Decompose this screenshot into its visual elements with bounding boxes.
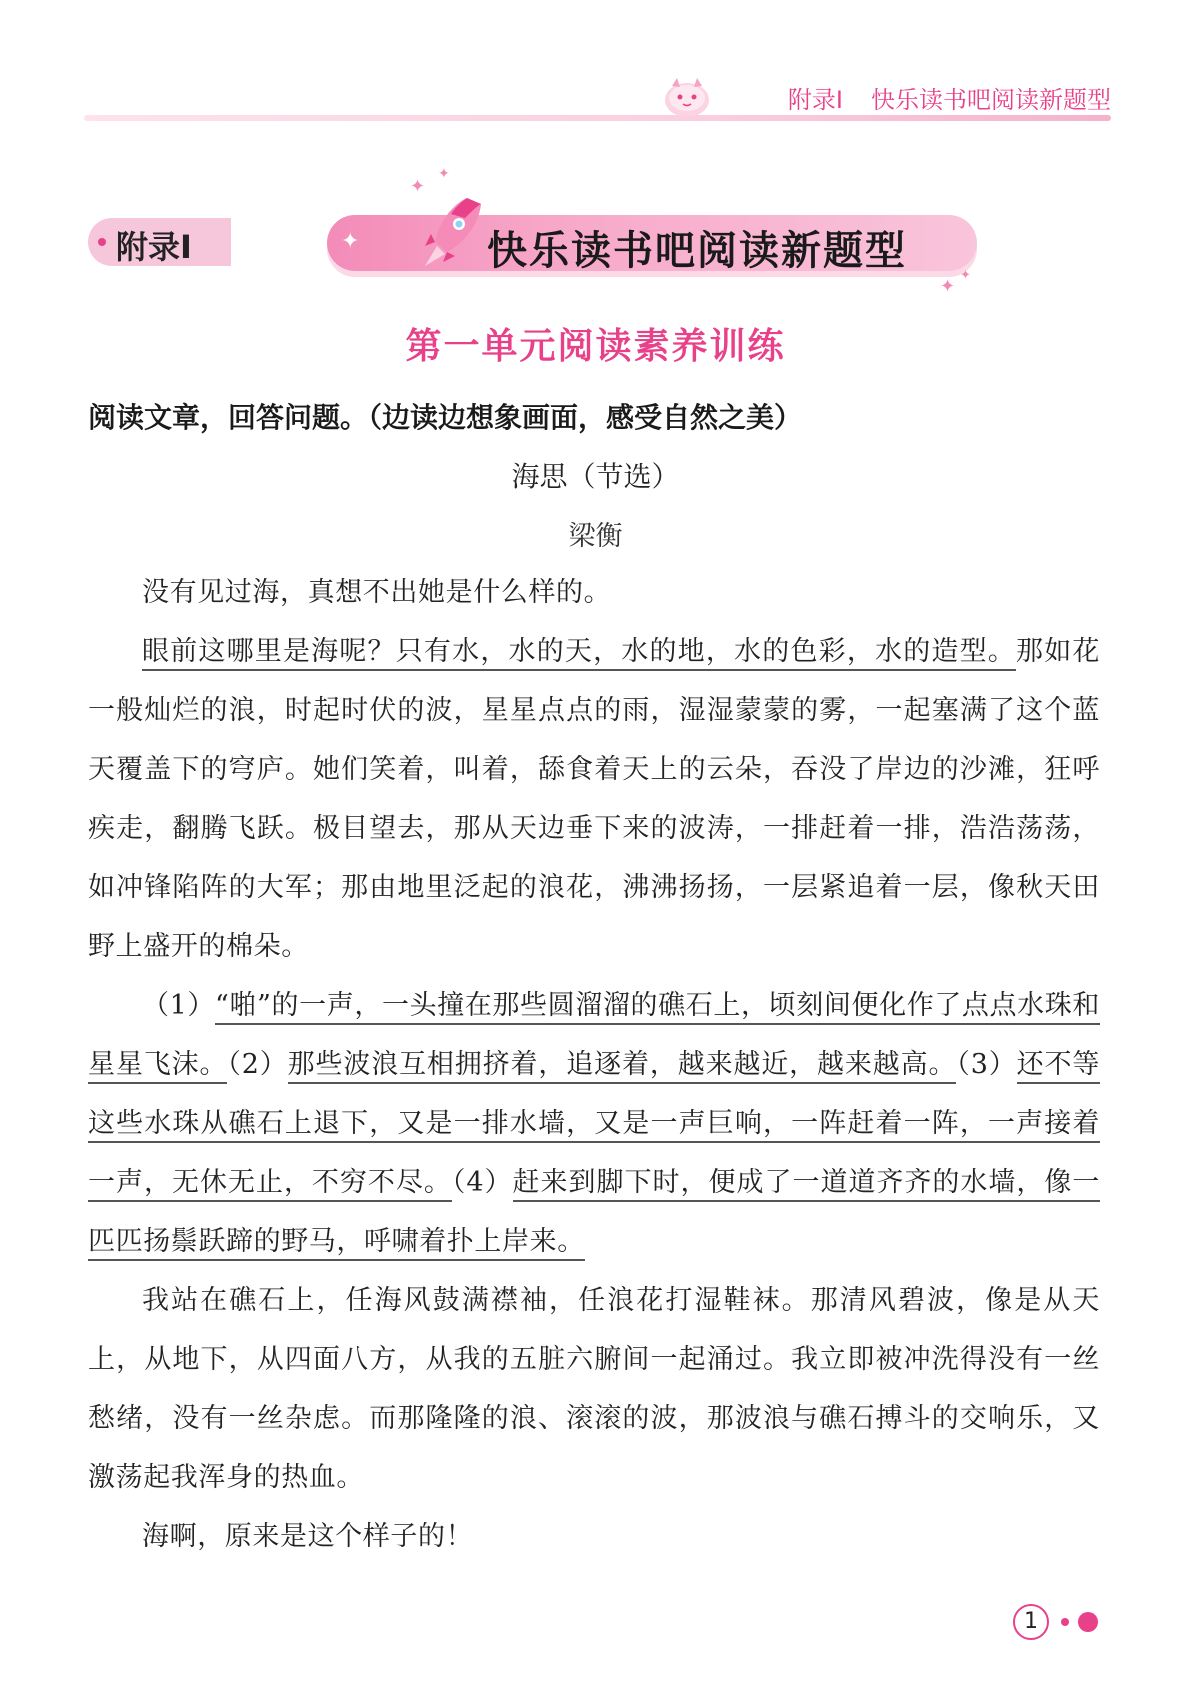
header-text — [788, 80, 1111, 115]
sentence-1-label: （1） — [142, 990, 216, 1021]
star-icon: ✦ — [960, 268, 971, 283]
sentence-1: “啪”的一声，一头撞在那些圆溜溜的礁石上，顷刻间便化作了点点水珠和星星飞沫。 — [88, 990, 1100, 1084]
underlined-sentence: 眼前这哪里是海呢？只有水，水的天，水的地，水的色彩，水的造型。 — [142, 636, 1016, 671]
article-title — [0, 455, 1191, 495]
appendix-tag — [88, 218, 231, 266]
star-icon: ✦ — [940, 276, 956, 297]
running-header — [84, 60, 1111, 130]
instruction: 阅读文章，回答问题。（边读边想象画面，感受自然之美） — [88, 401, 803, 434]
page-dot-icon — [1061, 1618, 1069, 1626]
article-author: 梁衡 — [568, 521, 623, 552]
sentence-4-label: （4） — [451, 1167, 513, 1198]
paragraph-2-text: 那如花一般灿烂的浪，时起时伏的波，星星点点的雨，湿湿蒙蒙的雾，一起塞满了这个蓝天覆盖下的穹庐。她们笑着，叫着，舔食着天上的云朵，吞没了岸边的沙滩，狂呼疾走，翻腾飞跃。极目望去，那从天边垂下来的波涛，一排赶着一排，浩浩荡荡，如冲锋陷阵的大军；那由地里泛起的浪花，沸沸扬扬，一层紧追着一层，像秋天田野上盛开的棉朵。 — [88, 636, 1100, 962]
page-dot-icon — [1078, 1612, 1098, 1632]
paragraph-1 — [88, 563, 1100, 622]
article-title-main: 海思 — [511, 460, 568, 493]
article-title-note: （节选） — [567, 460, 680, 493]
banner-title: 快乐读书吧阅读新题型 — [487, 228, 907, 274]
appendix-dot — [98, 238, 106, 246]
sentence-2: 那些波浪互相拥挤着，追逐着，越来越近，越来越高。 — [288, 1049, 957, 1084]
header-appendix: 附录Ⅰ — [787, 86, 843, 114]
header-rule — [84, 115, 1111, 121]
unit-title: 第一单元阅读素养训练 — [405, 326, 786, 367]
paragraph-4 — [88, 1271, 1100, 1507]
rocket-icon — [415, 194, 485, 274]
sentence-3-label: （3） — [956, 1049, 1017, 1080]
pink-mascot-icon — [658, 72, 716, 120]
sentence-3: 还不等这些水珠从礁石上退下，又是一排水墙，又是一声巨响，一阵赶着一阵，一声接着一声，无休无止，不穷不尽。 — [88, 1049, 1100, 1202]
article-body — [88, 563, 1100, 1566]
sentence-2-label: （2） — [227, 1049, 288, 1080]
paragraph-1-text: 没有见过海，真想不出她是什么样的。 — [142, 577, 612, 608]
paragraph-2 — [88, 622, 1100, 976]
sentence-4: 赶来到脚下时，便成了一道道齐齐的水墙，像一匹匹扬鬃跃蹄的野马，呼啸着扑上岸来。 — [88, 1167, 1100, 1261]
paragraph-5 — [88, 1507, 1100, 1566]
page-number: 1 — [1013, 1604, 1049, 1640]
star-icon: ✦ — [410, 176, 426, 197]
header-title: 快乐读书吧阅读新题型 — [871, 86, 1111, 114]
star-icon: ✦ — [438, 166, 450, 182]
paragraph-3 — [88, 976, 1100, 1271]
appendix-label: 附录Ⅰ — [116, 228, 192, 266]
sparkle-icon: ✦ — [341, 229, 360, 254]
paragraph-4-text: 我站在礁石上，任海风鼓满襟袖，任浪花打湿鞋袜。那清风碧波，像是从天上，从地下，从四面八方，从我的五脏六腑间一起涌过。我立即被冲洗得没有一丝愁绪，没有一丝杂虑。而那隆隆的浪、滚滚的波，那波浪与礁石搏斗的交响乐，又激荡起我浑身的热血。 — [88, 1285, 1100, 1493]
paragraph-5-text: 海啊，原来是这个样子的！ — [142, 1521, 474, 1552]
